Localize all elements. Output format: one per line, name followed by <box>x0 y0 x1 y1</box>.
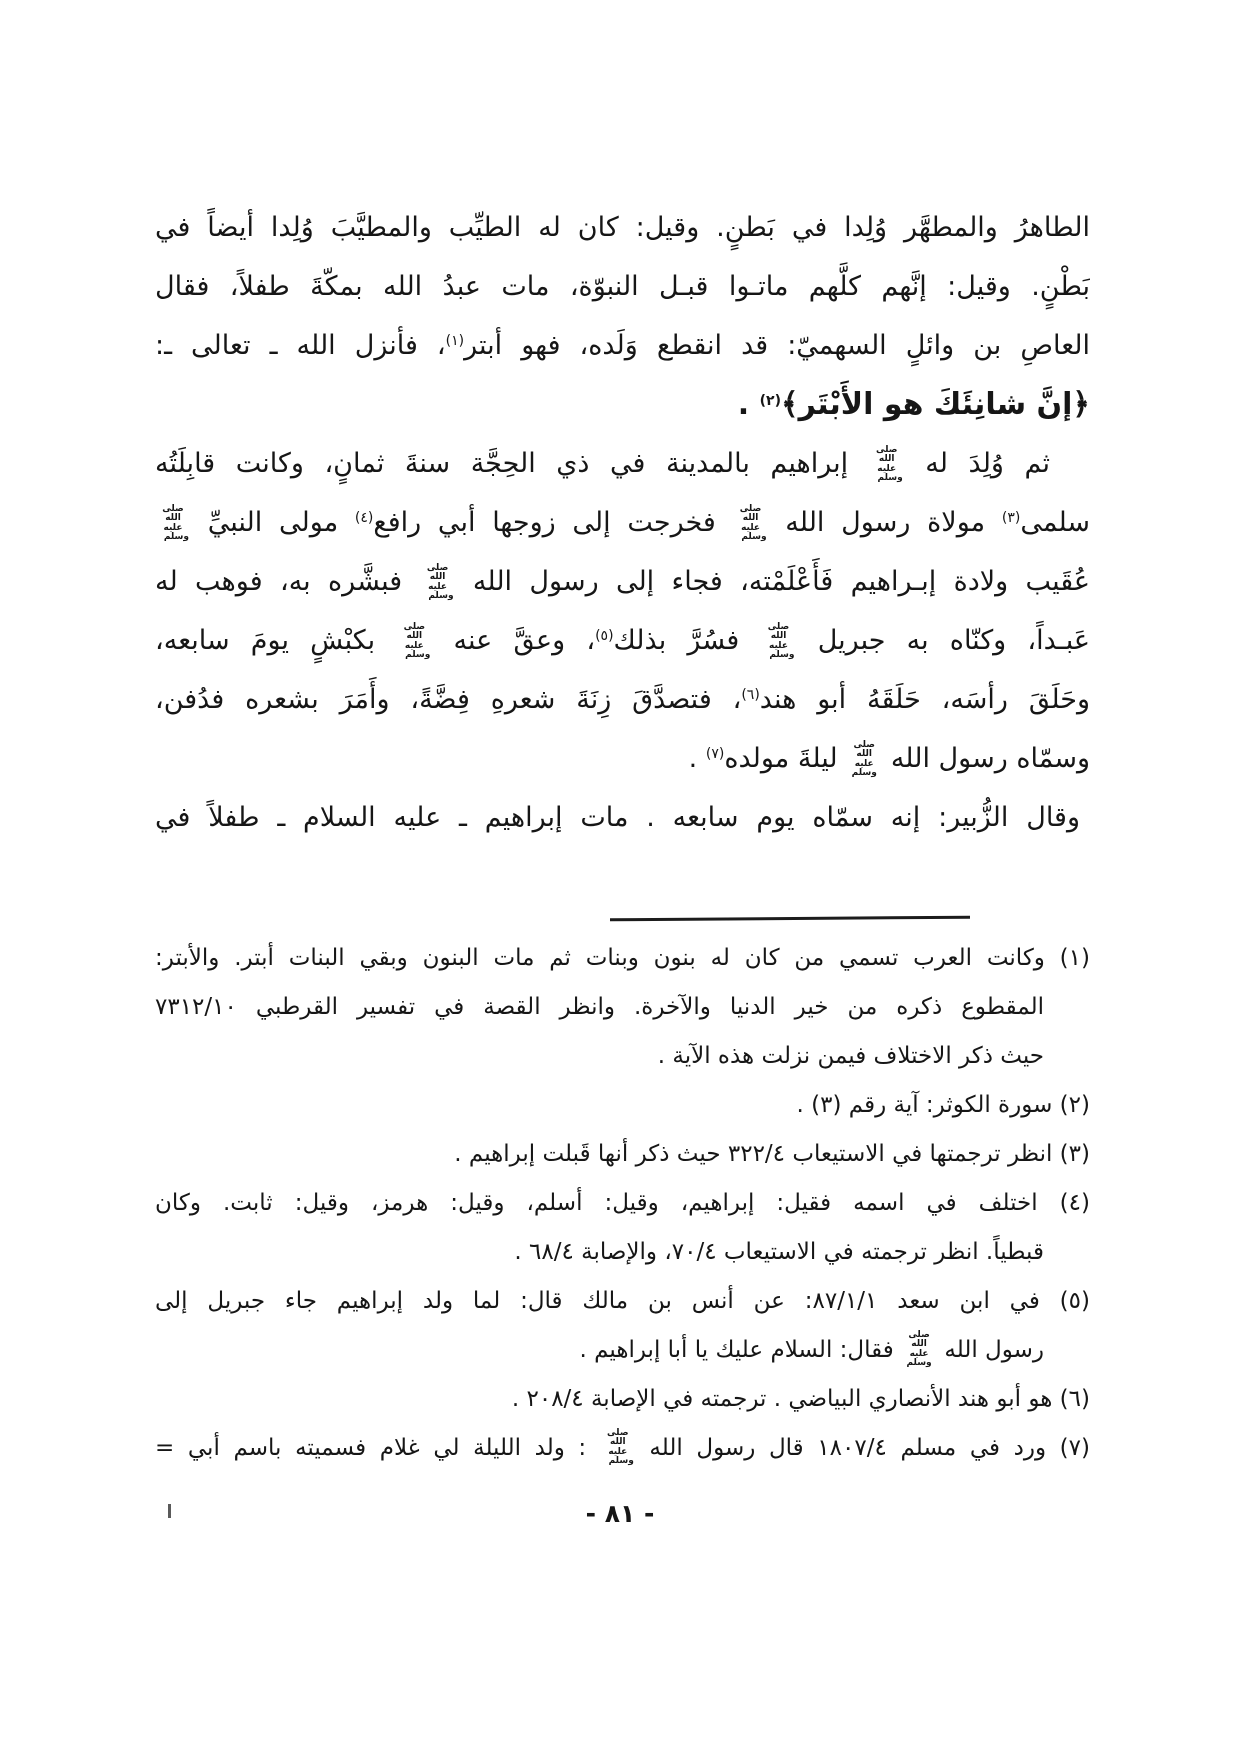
text-run: الطاهرُ والمطهَّر وُلِدا في بَطنٍ. وقيل: كان له الطيِّب والمطيَّبَ وُلِدا أيضاً في <box>155 212 1090 243</box>
saw-honorific-icon: صلى الله عليه وسلم <box>767 621 795 660</box>
page-number: - ٨١ - <box>585 1499 655 1528</box>
footnotes-block <box>155 934 1090 1473</box>
text-line <box>155 670 1090 729</box>
text-run: ، فأنزل الله ـ تعالى ـ: <box>155 330 446 361</box>
text-run: رسول الله <box>937 1337 1044 1363</box>
text-line <box>155 198 1090 257</box>
text-line <box>155 1032 1090 1081</box>
text-run: مولاة رسول الله <box>768 507 1002 538</box>
text-line <box>155 729 1090 788</box>
text-run: وقال الزُّبير: إنه سمّاه يوم سابعه . مات إبراهيم ـ عليه السلام ـ طفلاً في <box>155 802 1080 833</box>
saw-honorific-icon: صلى الله عليه وسلم <box>403 621 431 660</box>
scan-artifact-mark <box>168 1504 171 1518</box>
footnote-ref-marker: (٣) <box>1001 510 1021 526</box>
text-run: (٧) ورد في مسلم ١٨٠٧/٤ قال رسول الله <box>635 1435 1090 1461</box>
text-run: (١) وكانت العرب تسمي من كان له بنون وبنات ثم مات البنون وبقي البنات أبتر. والأبتر: <box>155 945 1090 971</box>
text-line <box>155 434 1090 493</box>
text-line <box>155 1277 1090 1326</box>
text-line <box>155 983 1090 1032</box>
text-line <box>155 1081 1090 1130</box>
text-run: المقطوع ذكره من خير الدنيا والآخرة. وانظر القصة في تفسير القرطبي ٧٣١٢/١٠ <box>155 994 1044 1020</box>
text-line <box>155 934 1090 983</box>
text-run: وحَلَقَ رأسَه، حَلَقَهُ أبو هند <box>759 684 1090 715</box>
text-run: عَبـداً، وكنّاه به جبريل <box>796 625 1090 656</box>
footnote-ref-marker: (٢) <box>759 393 781 409</box>
saw-honorific-icon: صلى الله عليه وسلم <box>607 1427 634 1466</box>
text-line <box>155 611 1090 670</box>
text-run: ثم وُلِدَ له <box>904 448 1050 479</box>
text-run: ، وعقَّ عنه <box>432 625 596 656</box>
text-run: (٤) اختلف في اسمه فقيل: إبراهيم، وقيل: أسلم، وقيل: هرمز، وقيل: ثابت. وكان <box>155 1190 1090 1216</box>
text-run: بكبْشٍ يومَ سابعه، <box>155 625 397 656</box>
saw-honorific-icon: صلى الله عليه وسلم <box>739 503 767 542</box>
text-run: (٢) سورة الكوثر: آية رقم (٣) . <box>796 1092 1090 1118</box>
text-run: إبراهيم بالمدينة في ذي الحِجَّة سنةَ ثمانٍ، وكانت قابِلَتُه <box>155 448 869 479</box>
text-line <box>155 552 1090 611</box>
text-run: (٥) في ابن سعد ٨٧/١/١: عن أنس بن مالك قال: لما ولد إبراهيم جاء جبريل إلى <box>155 1288 1090 1314</box>
text-line <box>155 1375 1090 1424</box>
text-line <box>155 493 1090 552</box>
text-run: بَطْنٍ. وقيل: إنَّهم كلَّهم ماتـوا قبـل النبوّة، مات عبدُ الله بمكّةَ طفلاً، فقال <box>155 271 1090 302</box>
text-run: . <box>688 743 706 774</box>
footnote-ref-marker: (١) <box>445 333 465 349</box>
footnote-ref-marker: (٦) <box>741 687 760 703</box>
main-text-block <box>155 198 1090 847</box>
text-line <box>155 1130 1090 1179</box>
text-run: مولى النبيِّ <box>191 507 355 538</box>
footnote-ref-marker: (٥) <box>595 628 614 644</box>
text-run: . <box>737 387 760 422</box>
text-line <box>155 316 1090 375</box>
saw-honorific-icon: صلى الله عليه وسلم <box>426 562 454 601</box>
text-run: ليلةَ مولده <box>724 743 847 774</box>
footnote-ref-marker: (٤) <box>354 510 374 526</box>
text-run: فبشَّره به، فوهب له <box>155 566 420 597</box>
text-run: فقال: السلام عليك يا أبا إبراهيم . <box>579 1337 902 1363</box>
text-run: عُقَيب ولادة إبـراهيم فَأَعْلَمْته، فجاء إلى رسول الله <box>455 566 1090 597</box>
text-run: فسُرَّ بذلك <box>613 625 761 656</box>
text-run: ﴿إنَّ شانِئَكَ هو الأَبْتَر﴾ <box>781 387 1090 422</box>
footnote-separator <box>610 916 970 922</box>
text-run: (٣) انظر ترجمتها في الاستيعاب ٣٢٢/٤ حيث ذكر أنها قَبلت إبراهيم . <box>454 1141 1090 1167</box>
text-line <box>155 1179 1090 1228</box>
text-run: ، فتصدَّقَ زِنَةَ شعرهِ فِضَّةً، وأَمَرَ بشعره فدُفن، <box>155 684 742 715</box>
text-run: : ولد الليلة لي غلام فسميته باسم أبي = <box>155 1435 600 1461</box>
quran-verse-line <box>155 375 1090 434</box>
text-line <box>155 257 1090 316</box>
saw-honorific-icon: صلى الله عليه وسلم <box>875 444 903 483</box>
text-run: فخرجت إلى زوجها أبي رافع <box>373 507 733 538</box>
text-run: سلمى <box>1020 507 1090 538</box>
text-run: العاصِ بن وائلٍ السهميّ: قد انقطع وَلَده، فهو أبتر <box>464 330 1090 361</box>
text-line <box>155 1424 1090 1473</box>
text-line <box>155 1326 1090 1375</box>
text-run: وسمّاه رسول الله <box>882 743 1090 774</box>
text-run: قبطياً. انظر ترجمته في الاستيعاب ٧٠/٤، والإصابة ٦٨/٤ . <box>514 1239 1044 1265</box>
saw-honorific-icon: صلى الله عليه وسلم <box>906 1329 932 1368</box>
text-line <box>155 1228 1090 1277</box>
text-run: حيث ذكر الاختلاف فيمن نزلت هذه الآية . <box>657 1043 1044 1069</box>
saw-honorific-icon: صلى الله عليه وسلم <box>851 739 877 778</box>
footnote-ref-marker: (٧) <box>705 746 725 762</box>
text-run: (٦) هو أبو هند الأنصاري البياضي . ترجمته في الإصابة ٢٠٨/٤ . <box>511 1386 1090 1412</box>
text-line <box>155 788 1090 847</box>
saw-honorific-icon: صلى الله عليه وسلم <box>162 503 189 542</box>
